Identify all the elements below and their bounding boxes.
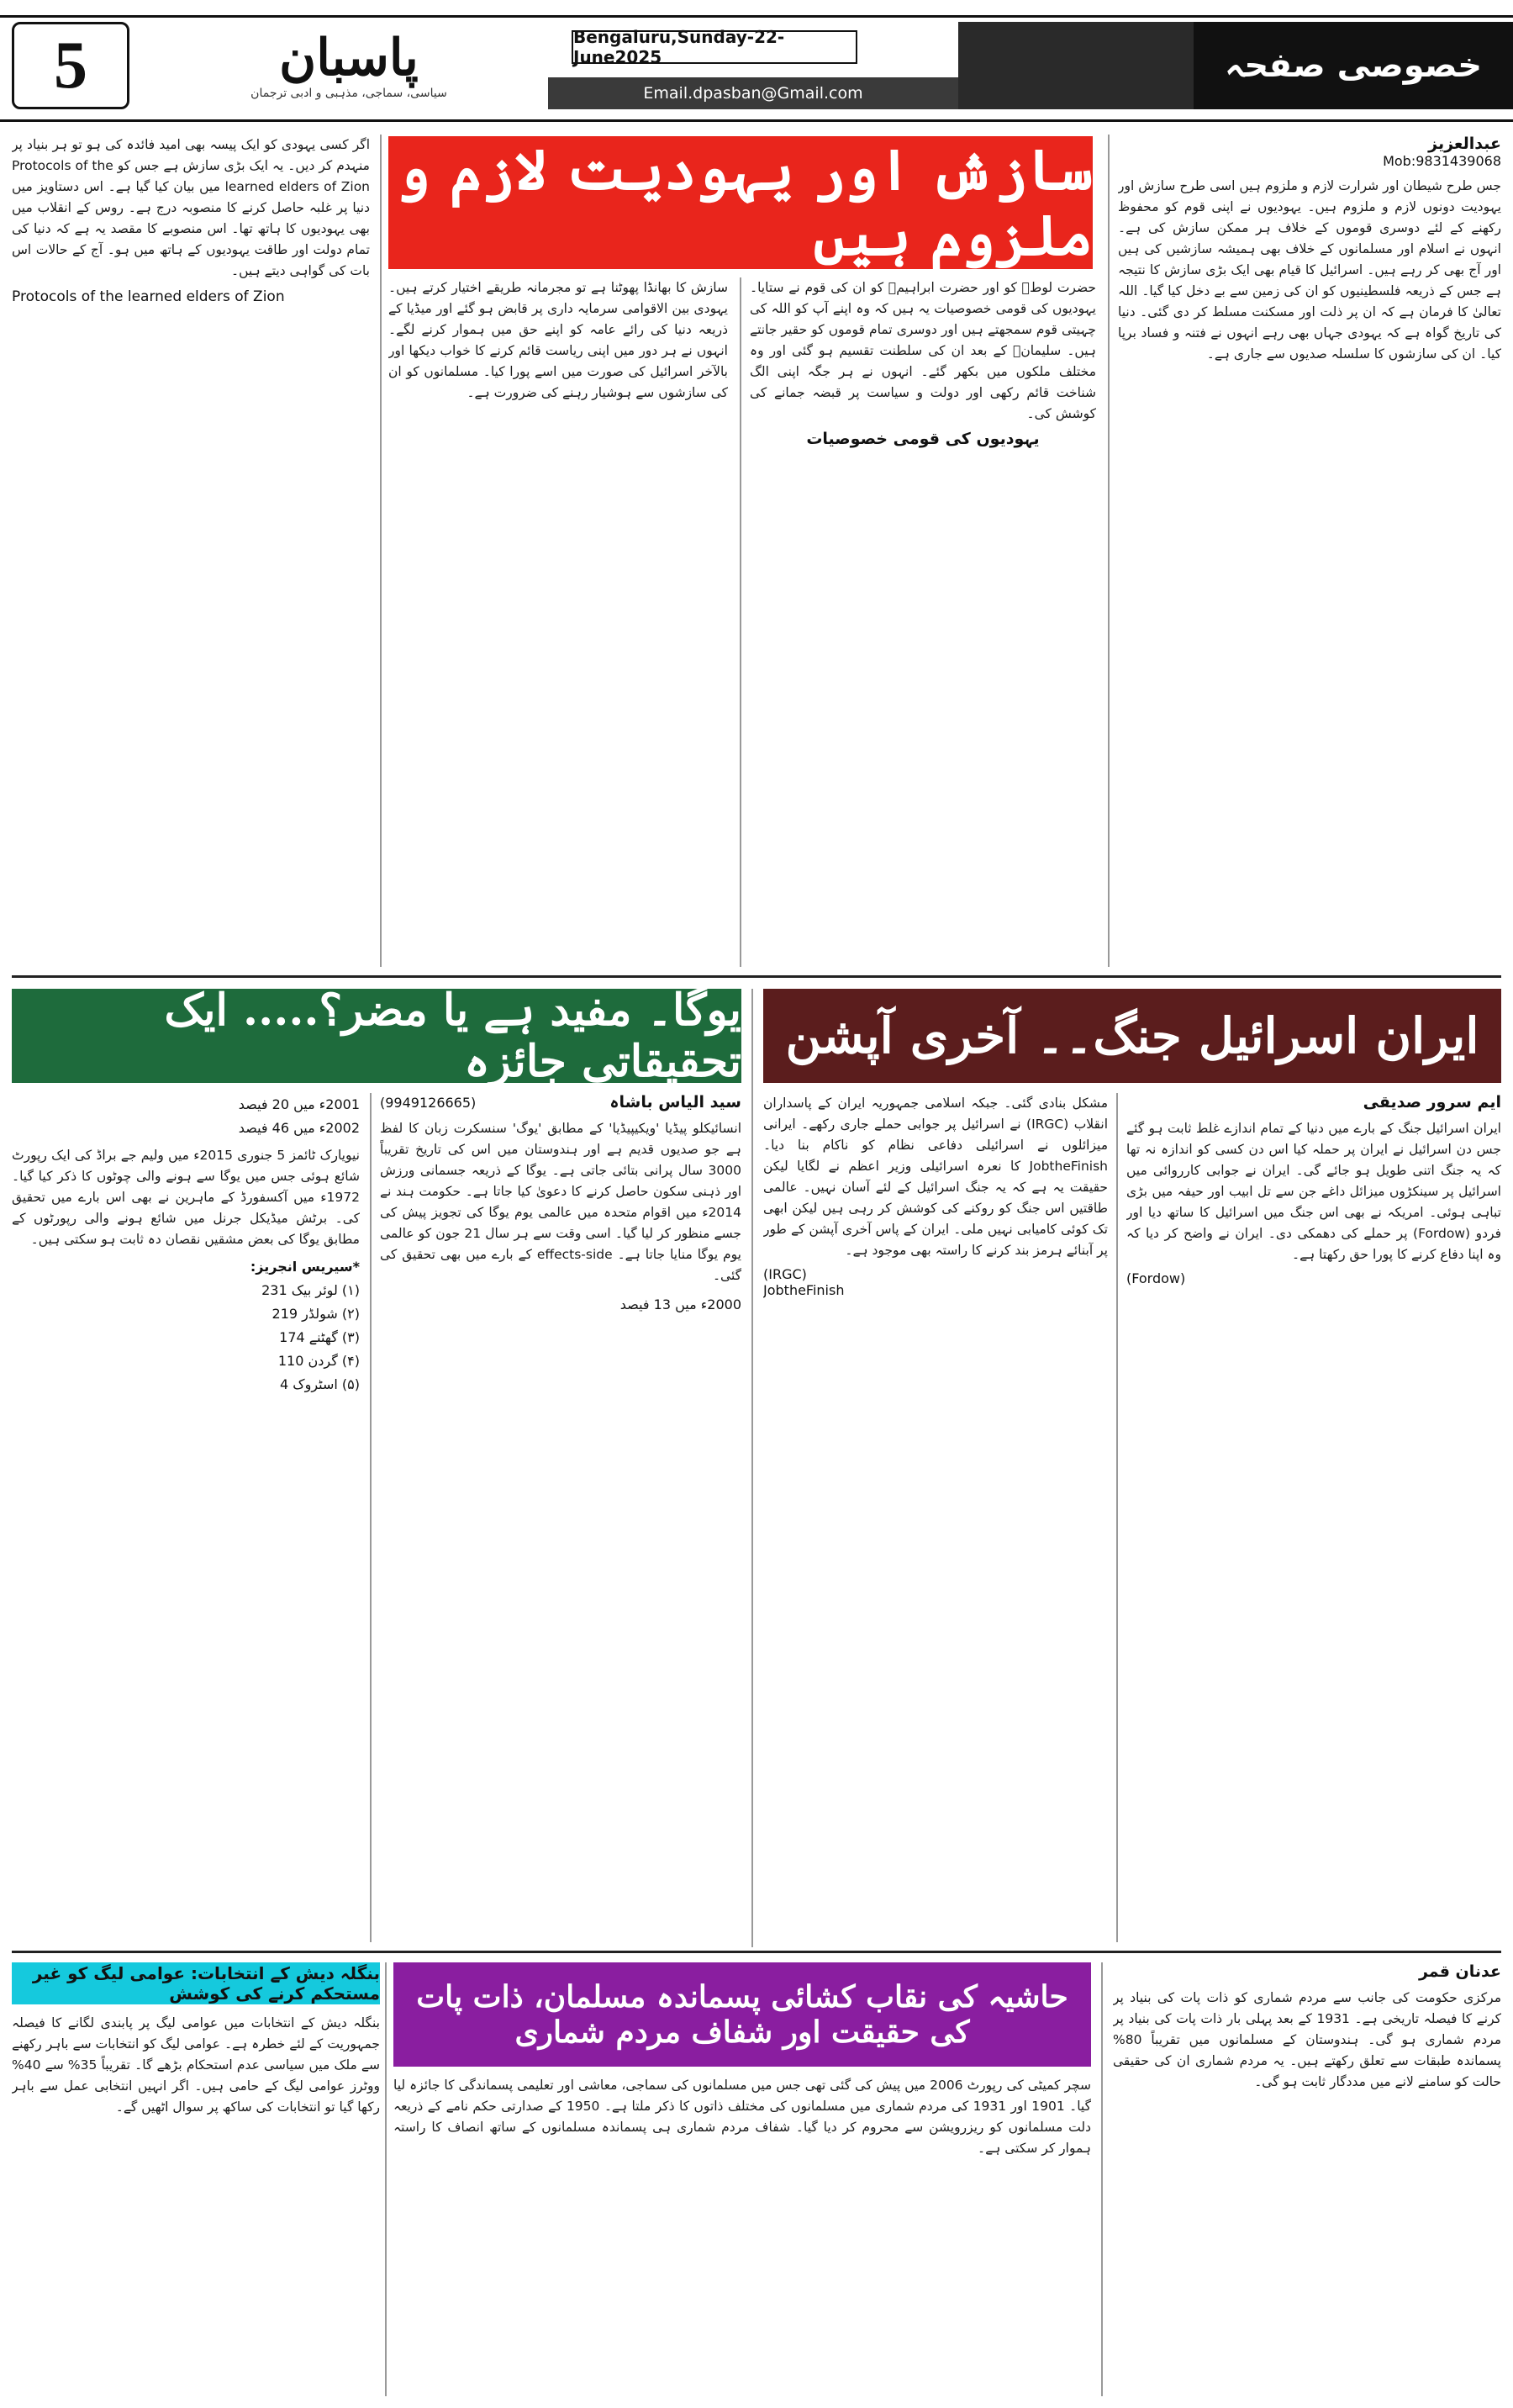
- article4-text-col2: سچر کمیٹی کی رپورٹ 2006 میں پیش کی گئی تھی جس میں مسلمانوں کی سماجی، معاشی اور تعلیمی پسماندگی کا جائزہ لیا گیا۔ 1901 اور 1931 کی مردم شماری میں مسلمانوں کی مختلف ذاتوں کا ذکر ملتا ہے۔ 1950 کے صدارتی حکم نامے کے ذریعہ دلت مسلمانوں کو ریزرویشن سے محروم کر دیا گیا۔ شفاف مردم شماری ہی پسماندہ مسلمانوں کے ساتھ انصاف کا راستہ ہموار کر سکتی ہے۔: [393, 2078, 1091, 2156]
- article1-column-4: [12, 135, 370, 967]
- masthead-top-rule: [0, 15, 1513, 18]
- article3-headline: یوگا۔ مفید ہے یا مضر؟..... ایک تحقیقاتی جائزہ: [12, 989, 741, 1083]
- article4-column-left: [393, 2075, 1091, 2396]
- article3-author: سید الیاس باشاہ: [609, 1093, 741, 1112]
- article1-subheading: یہودیوں کی قومی خصوصیات: [806, 430, 1040, 448]
- column-divider: [1108, 135, 1110, 967]
- logo-tagline: سیاسی، سماجی، مذہبی و ادبی ترجمان: [250, 87, 447, 100]
- article2-column-left: [763, 1093, 1108, 1942]
- article4-column-right: [1113, 1962, 1501, 2396]
- article2-author: ایم سرور صدیقی: [1363, 1093, 1501, 1112]
- article5-headline: بنگلہ دیش کے انتخابات: عوامی لیگ کو غیر مستحکم کرنے کی کوشش: [12, 1962, 380, 2004]
- article2-term-irgc: (IRGC): [763, 1266, 807, 1282]
- section-bar: [958, 22, 1513, 109]
- logo-text: پاسبان: [279, 29, 419, 87]
- article1-author: عبدالعزیز: [1428, 135, 1501, 153]
- article1-headline: سازش اور یہودیت لازم و ملزوم ہیں: [388, 136, 1093, 269]
- article1-text-col3: سازش کا بھانڈا پھوٹنا ہے تو مجرمانہ طریقے اختیار کرتے ہیں۔ یہودی بین الاقوامی سرمایہ داری پر قابض ہو گئے اور میڈیا کے ذریعہ دنیا کی رائے عامہ کو اپنے حق میں ہموار کرنے لگے۔ انہوں نے ہر دور میں اپنی ریاست قائم کرنے کا خواب دیکھا اور بالآخر اسرائیل کی صورت میں اسے پورا کیا۔ مسلمانوں کو ان کی سازشوں سے ہوشیار رہنے کی ضرورت ہے۔: [388, 280, 728, 400]
- article1-text-col1: جس طرح شیطان اور شرارت لازم و ملزوم ہیں اسی طرح سازش اور یہودیت دونوں لازم و ملزوم ہیں۔ یہودیوں نے اپنی قوم کو محفوظ رکھنے کے لئے دوسری قوموں کے خلاف ہر ممکن سازش کی ہے۔ انہوں نے اسلام اور مسلمانوں کے خلاف بھی ہمیشہ سازشیں کی ہیں اور آج بھی کر رہے ہیں۔ اسرائیل کا قیام بھی ایک بڑی سازش کا نتیجہ ہے جس کے ذریعہ فلسطینیوں کو ان کی زمین سے بے دخل کیا گیا۔ اللہ تعالیٰ کا فرمان ہے کہ ان پر ذلت اور مسکنت مسلط کر دی گئی۔ دنیا کی تاریخ گواہ ہے کہ یہودی جہاں بھی رہے انہوں نے فتنہ و فساد برپا کیا۔ ان کی سازشوں کا سلسلہ صدیوں سے جاری ہے۔: [1118, 178, 1501, 362]
- article1-phone: Mob:9831439068: [1383, 153, 1501, 169]
- column-divider: [1116, 1093, 1118, 1942]
- article3-injuries-title: *سیریس انجریز:: [250, 1259, 360, 1275]
- page-number: 5: [54, 29, 87, 103]
- column-divider: [740, 277, 741, 967]
- article4-headline: حاشیہ کی نقاب کشائی پسماندہ مسلمان، ذات پات کی حقیقت اور شفاف مردم شماری: [393, 1962, 1091, 2067]
- article4-author: عدنان قمر: [1418, 1962, 1501, 1981]
- article1-column-right: [1118, 135, 1501, 967]
- dateline: Bengaluru,Sunday-22-June2025: [572, 30, 857, 64]
- article1-text-col4: اگر کسی یہودی کو ایک پیسہ بھی امید فائدہ کی ہو تو ہر بنیاد پر منہدم کر دیں۔ یہ ایک بڑی سازش ہے جس کو Protocols of the learned elders of Zion میں بیان کیا گیا ہے۔ اس دستاویز میں دنیا پر غلبہ حاصل کرنے کا منصوبہ درج ہے۔ روس کے انقلاب میں بھی یہودیوں کا ہاتھ تھا۔ اس منصوبے کا مقصد یہ ہے کہ دنیا کی تمام دولت اور طاقت یہودیوں کے ہاتھ میں ہو۔ آج کے حالات اس بات کی گواہی دیتے ہیں۔: [12, 137, 370, 278]
- article5-text-col1: بنگلہ دیش کے انتخابات میں عوامی لیگ پر پابندی لگانے کا فیصلہ جمہوریت کے لئے خطرہ ہے۔ عوامی لیگ کو انتخابات سے باہر رکھنے سے ملک میں سیاسی عدم استحکام بڑھے گا۔ تقریباً 35% سے 40% ووٹرز عوامی لیگ کے حامی ہیں۔ اگر انہیں انتخابی عمل سے باہر رکھا گیا تو انتخابات کی ساکھ پر سوال اٹھیں گے۔: [12, 2015, 380, 2115]
- list-item: (۵) اسٹروک 4: [280, 1376, 360, 1392]
- article1-column-3: [388, 277, 728, 967]
- page-number-box: [12, 22, 129, 109]
- article2-term-fordow: (Fordow): [1126, 1270, 1186, 1286]
- list-item: (۴) گردن 110: [277, 1353, 360, 1369]
- section-divider: [12, 975, 1501, 978]
- article3-phone: (9949126665): [380, 1094, 477, 1111]
- article1-english-term: Protocols of the learned elders of Zion: [12, 288, 285, 305]
- column-divider: [380, 135, 382, 967]
- article2-column-right: [1126, 1093, 1501, 1942]
- article1-column-2: [750, 277, 1096, 967]
- list-item: (۳) گھٹنے 174: [279, 1329, 360, 1345]
- article2-text-col1: ایران اسرائیل جنگ کے بارے میں دنیا کے تمام اندازے غلط ثابت ہو گئے جس دن اسرائیل نے ایران پر حملہ کیا اس دن کسی کو اندازہ نہ تھا کہ یہ جنگ اتنی طویل ہو جائے گی۔ ایران نے جوابی کارروائی میں اسرائیل پر سینکڑوں میزائل داغے جن سے تل ابیب اور حیفہ میں بڑی تباہی ہوئی۔ امریکہ نے بھی اس جنگ میں اسرائیل کا ساتھ دیا اور فردو (Fordow) پر حملے کی دھمکی دی۔ ایران نے واضح کر دیا کہ وہ اپنا دفاع کرنے کا پورا حق رکھتا ہے۔: [1126, 1121, 1501, 1262]
- article2-text-col2: مشکل بنادی گئی۔ جبکہ اسلامی جمہوریہ ایران کے پاسداران انقلاب (IRGC) نے اسرائیل پر جوابی حملے جاری رکھے۔ ایرانی میزائلوں نے اسرائیلی دفاعی نظام کو ناکام بنا دیا۔ JobtheFinish کا نعرہ اسرائیلی وزیر اعظم نے لگایا لیکن حقیقت یہ ہے کہ یہ جنگ اسرائیل کے لئے آسان نہیں۔ عالمی طاقتیں اس جنگ کو روکنے کی کوشش کر رہی ہیں لیکن ابھی تک کوئی کامیابی نہیں ملی۔ ایران کے پاس آخری آپشن کے طور پر آبنائے ہرمز بند کرنے کا راستہ بھی موجود ہے۔: [763, 1096, 1108, 1258]
- article3-column-right: [380, 1093, 741, 1942]
- newspaper-logo: [151, 20, 546, 113]
- article3-text-col1: انسائیکلو پیڈیا 'ویکیپیڈیا' کے مطابق 'یوگ' سنسکرت زبان کا لفظ ہے جو صدیوں قدیم ہے اور ہندوستان میں اس کی تاریخ تقریباً 3000 سال پرانی بتائی جاتی ہے۔ یوگا کے ذریعہ جسمانی ورزش اور ذہنی سکون حاصل کرنے کا دعویٰ کیا جاتا ہے۔ حکومت ہند نے 2014ء میں اقوام متحدہ میں عالمی یوم یوگا کی تجویز پیش کی جسے منظور کر لیا گیا۔ اسی وقت سے ہر سال 21 جون کو عالمی یوم یوگا منایا جاتا ہے۔ effects-side کے بارے میں بھی تحقیق کی گئی۔: [380, 1121, 741, 1283]
- article5-column: [12, 2013, 380, 2396]
- email-bar: Email.dpasban@Gmail.com: [548, 77, 958, 109]
- column-divider: [370, 1093, 372, 1942]
- section-title: خصوصی صفحہ: [1194, 22, 1513, 109]
- article3-year-stat-3: 2000ء میں 13 فیصد: [619, 1296, 741, 1312]
- article2-term-jobthefinish: JobtheFinish: [763, 1282, 845, 1298]
- section-divider: [12, 1951, 1501, 1953]
- masthead-bottom-rule: [0, 119, 1513, 122]
- article3-text-col2: نیویارک ٹائمز 5 جنوری 2015ء میں ولیم جے براڈ کی ایک رپورٹ شائع ہوئی جس میں یوگا سے ہونے والی چوٹوں کا ذکر کیا گیا۔ 1972ء میں آکسفورڈ کے ماہرین نے بھی اس بارے میں تحقیق کی۔ برٹش میڈیکل جرنل میں شائع ہونے والی رپورٹوں کے مطابق یوگا کی بعض مشقیں نقصان دہ ثابت ہو سکتی ہیں۔: [12, 1148, 360, 1247]
- masthead: [0, 0, 1513, 126]
- article3-year-stat-1: 2001ء میں 20 فیصد: [238, 1096, 360, 1112]
- article4-text-col1: مرکزی حکومت کی جانب سے مردم شماری کو ذات پات کی بنیاد پر کرنے کا فیصلہ تاریخی ہے۔ 1931 کے بعد پہلی بار ذات پات کی بنیاد پر مردم شماری ہو گی۔ ہندوستان کے مسلمانوں میں تقریباً 80% پسماندہ طبقات سے تعلق رکھتے ہیں۔ یہ مردم شماری ان کی حقیقی حالت کو سامنے لانے میں مددگار ثابت ہو گی۔: [1113, 1990, 1501, 2089]
- article2-headline: ایران اسرائیل جنگ۔۔ آخری آپشن: [763, 989, 1501, 1083]
- column-divider: [1101, 1962, 1103, 2396]
- list-item: (۲) شولڈر 219: [271, 1306, 360, 1322]
- column-divider: [385, 1962, 387, 2396]
- article3-column-left: [12, 1093, 360, 1942]
- column-divider: [751, 989, 753, 1947]
- list-item: (۱) لوئر بیک 231: [261, 1282, 360, 1298]
- article1-text-col2: حضرت لوطؑ کو اور حضرت ابراہیمؑ کو ان کی قوم نے ستایا۔ یہودیوں کی قومی خصوصیات یہ ہیں کہ وہ اپنے آپ کو اللہ کی چہیتی قوم سمجھتے ہیں اور دوسری تمام قوموں کو حقیر جانتے ہیں۔ سلیمانؑ کے بعد ان کی سلطنت تقسیم ہو گئی اور وہ مختلف ملکوں میں بکھر گئے۔ انہوں نے ہر جگہ اپنی الگ شناخت قائم رکھی اور دولت و سیاست پر قبضہ جمانے کی کوشش کی۔: [750, 280, 1096, 421]
- article3-year-stat-2: 2002ء میں 46 فیصد: [238, 1120, 360, 1136]
